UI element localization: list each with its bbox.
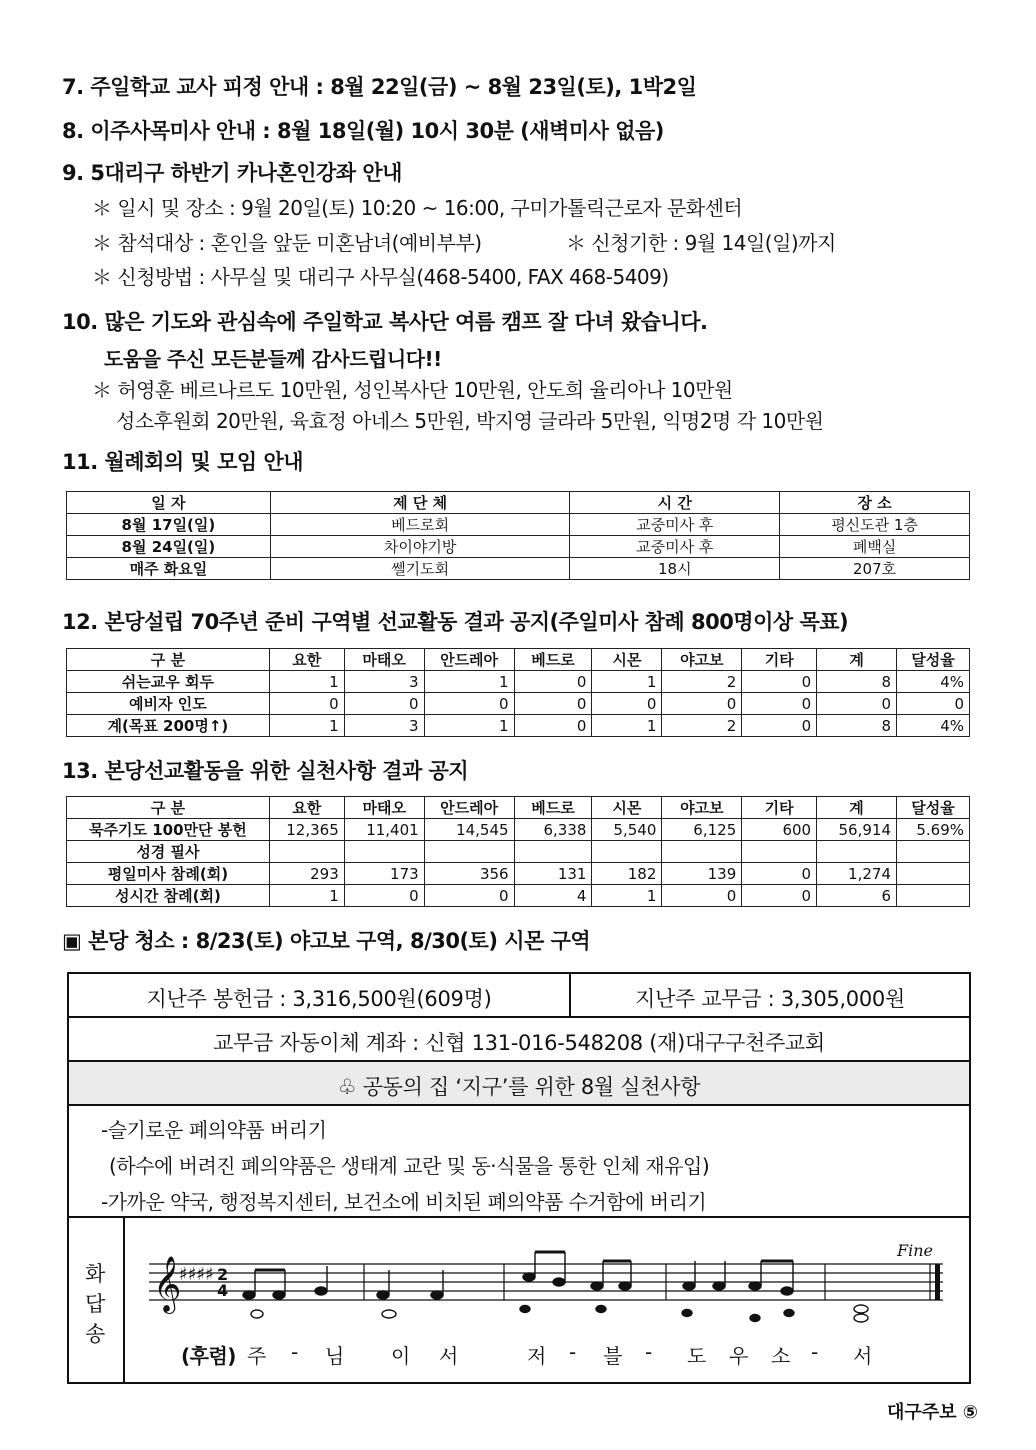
table-cell: 매주 화요일	[67, 558, 271, 580]
header-cell: 시몬	[592, 797, 662, 819]
table-cell: 8월 17일(일)	[67, 514, 271, 536]
table-cell: 356	[424, 863, 514, 885]
table-cell: 4%	[897, 715, 970, 737]
practice-table	[66, 796, 970, 907]
treble-clef-icon: 𝄞	[153, 1256, 182, 1312]
item-10-line-2: 성소후원회 20만원, 육효정 아네스 5만원, 박지영 글라라 5만원, 익명2명 각 10만원	[116, 409, 824, 433]
refrain-label: (후렴)	[181, 1344, 236, 1368]
cleaning-notice: ▣ 본당 청소 : 8/23(토) 야고보 구역, 8/30(토) 시몬 구역	[62, 929, 591, 953]
table-cell	[662, 841, 742, 863]
header-cell: 구 분	[67, 649, 270, 671]
practice-title-row	[69, 1062, 969, 1106]
offering-text: 지난주 봉헌금 : 3,316,500원(609명)	[146, 987, 492, 1011]
table-cell: 1	[424, 715, 514, 737]
item-10-line-1: ＊ 허영훈 베르나르도 10만원, 성인복사단 10만원, 안도희 율리아나 10만원	[92, 378, 733, 402]
table-cell: 1	[269, 671, 344, 693]
svg-text:2: 2	[217, 1265, 229, 1284]
table-cell: 8월 24일(일)	[67, 536, 271, 558]
item-9-line-2a: ＊ 참석대상 : 혼인을 앞둔 미혼남녀(예비부부)	[92, 231, 482, 255]
table-cell: 182	[592, 863, 662, 885]
table-cell: 0	[742, 885, 817, 907]
account-text: 교무금 자동이체 계좌 : 신협 131-016-548208 (재)대구구천주교회	[213, 1031, 825, 1055]
table-row	[67, 536, 970, 558]
header-cell: 구 분	[67, 797, 270, 819]
table-cell: 1	[269, 715, 344, 737]
table-cell: 6,338	[514, 819, 592, 841]
table-cell: 0	[897, 693, 970, 715]
table-cell: 0	[269, 693, 344, 715]
table-header-row	[67, 492, 970, 514]
table-cell	[269, 841, 344, 863]
table-cell: 0	[817, 693, 897, 715]
table-cell: 교중미사 후	[570, 514, 780, 536]
table-row	[67, 671, 970, 693]
table-header-row	[67, 649, 970, 671]
practice-line-3: -가까운 약국, 행정복지센터, 보건소에 비치된 폐의약품 수거함에 버리기	[101, 1190, 707, 1214]
table-cell: 폐백실	[780, 536, 970, 558]
psalm-section	[69, 1218, 969, 1382]
header-cell: 기타	[742, 797, 817, 819]
table-cell	[424, 841, 514, 863]
header-cell: 시 간	[570, 492, 780, 514]
table-cell: 0	[742, 715, 817, 737]
table-cell: 3	[344, 715, 424, 737]
item-12-title: 12. 본당설립 70주년 준비 구역별 선교활동 결과 공지(주일미사 참례 800명이상 목표)	[62, 610, 849, 634]
lyric-syllable: -	[569, 1340, 577, 1364]
psalm-label-1: 화	[85, 1262, 105, 1286]
table-cell: 8	[817, 671, 897, 693]
item-9-line-2b: ＊ 신청기한 : 9월 14일(일)까지	[566, 231, 836, 255]
lyric-syllable: 이	[391, 1344, 411, 1368]
table-cell: 베드로회	[270, 514, 570, 536]
page-footer: 대구주보 ⑤	[886, 1402, 978, 1423]
header-cell: 일 자	[67, 492, 271, 514]
table-cell: 4	[514, 885, 592, 907]
table-cell: 5.69%	[897, 819, 970, 841]
table-cell	[592, 841, 662, 863]
header-cell: 안드레아	[424, 797, 514, 819]
table-row	[67, 885, 970, 907]
item-7: 7. 주일학교 교사 피정 안내 : 8월 22일(금) ~ 8월 23일(토), 1박2일	[62, 75, 697, 99]
item-10-thanks: 도움을 주신 모든분들께 감사드립니다!!	[104, 347, 442, 371]
practice-body	[69, 1106, 969, 1218]
table-cell: 6,125	[662, 819, 742, 841]
table-cell: 207호	[780, 558, 970, 580]
table-cell: 0	[424, 693, 514, 715]
table-row	[67, 693, 970, 715]
table-cell: 173	[344, 863, 424, 885]
header-cell: 마태오	[344, 797, 424, 819]
header-cell: 장 소	[780, 492, 970, 514]
table-cell: 0	[662, 885, 742, 907]
table-cell: 0	[662, 693, 742, 715]
item-13-title: 13. 본당선교활동을 위한 실천사항 결과 공지	[62, 759, 469, 783]
table-cell: 56,914	[817, 819, 897, 841]
table-cell: 평신도관 1층	[780, 514, 970, 536]
table-cell: 1	[424, 671, 514, 693]
table-cell: 11,401	[344, 819, 424, 841]
svg-text:4: 4	[217, 1281, 229, 1300]
table-row	[67, 558, 970, 580]
lyric-syllable: -	[645, 1340, 653, 1364]
header-cell: 안드레아	[424, 649, 514, 671]
table-row	[67, 514, 970, 536]
practice-line-2: (하수에 버려진 폐의약품은 생태계 교란 및 동·식물을 통한 인체 재유입)	[109, 1154, 710, 1178]
lyric-syllable: 블	[603, 1344, 623, 1368]
key-signature-icon: ♯♯♯♯	[179, 1264, 214, 1285]
item-8: 8. 이주사목미사 안내 : 8월 18일(월) 10시 30분 (새벽미사 없음)	[62, 119, 664, 143]
header-cell: 베드로	[514, 797, 592, 819]
offering-row	[69, 974, 969, 1018]
item-9-line-3: ＊ 신청방법 : 사무실 및 대리구 사무실(468-5400, FAX 468-5409)	[92, 265, 669, 289]
table-cell: 평일미사 참례(회)	[67, 863, 270, 885]
item-10-title: 10. 많은 기도와 관심속에 주일학교 복사단 여름 캠프 잘 다녀 왔습니다.	[62, 310, 708, 334]
table-cell: 0	[514, 671, 592, 693]
item-11-title: 11. 월례회의 및 모임 안내	[62, 450, 304, 474]
lyric-syllable: 님	[325, 1344, 345, 1368]
table-cell: 1	[592, 671, 662, 693]
table-cell: 1	[592, 885, 662, 907]
practice-title: ♧ 공동의 집 ‘지구’를 위한 8월 실천사항	[337, 1075, 701, 1099]
table-cell: 14,545	[424, 819, 514, 841]
header-cell: 야고보	[662, 797, 742, 819]
table-cell: 0	[742, 863, 817, 885]
meeting-table	[66, 491, 970, 580]
lyric-syllable: -	[291, 1340, 299, 1364]
table-cell: 성시간 참례(회)	[67, 885, 270, 907]
table-cell: 0	[514, 693, 592, 715]
table-cell: 0	[424, 885, 514, 907]
lyric-syllable: 소	[771, 1344, 791, 1368]
table-cell: 18시	[570, 558, 780, 580]
table-cell: 1,274	[817, 863, 897, 885]
table-cell: 쉬는교우 회두	[67, 671, 270, 693]
table-cell: 6	[817, 885, 897, 907]
table-cell: 0	[592, 693, 662, 715]
table-cell: 예비자 인도	[67, 693, 270, 715]
table-cell: 쎌기도회	[270, 558, 570, 580]
practice-line-1: -슬기로운 폐의약품 버리기	[101, 1118, 327, 1142]
mission-table	[66, 648, 970, 737]
table-cell: 차이야기방	[270, 536, 570, 558]
header-cell: 계	[817, 797, 897, 819]
table-cell	[742, 841, 817, 863]
lyric-syllable: 서	[853, 1344, 873, 1368]
table-cell: 계(목표 200명↑)	[67, 715, 270, 737]
header-cell: 야고보	[662, 649, 742, 671]
table-cell: 0	[344, 885, 424, 907]
table-cell: 2	[662, 715, 742, 737]
table-cell: 131	[514, 863, 592, 885]
lyric-syllable: 주	[247, 1344, 267, 1368]
table-cell	[817, 841, 897, 863]
lyric-syllable: 서	[439, 1344, 459, 1368]
table-cell: 4%	[897, 671, 970, 693]
psalm-label-3: 송	[85, 1322, 105, 1346]
table-cell: 0	[344, 693, 424, 715]
lyric-syllable: 저	[527, 1344, 547, 1368]
table-cell: 1	[592, 715, 662, 737]
dues-text: 지난주 교무금 : 3,305,000원	[635, 987, 905, 1011]
lyrics	[69, 1340, 969, 1370]
table-cell: 1	[269, 885, 344, 907]
table-row	[67, 841, 970, 863]
header-cell: 계	[817, 649, 897, 671]
table-cell	[897, 885, 970, 907]
fine-mark: Fine	[897, 1241, 933, 1260]
table-cell: 600	[742, 819, 817, 841]
table-cell: 8	[817, 715, 897, 737]
table-cell: 3	[344, 671, 424, 693]
header-cell: 달성율	[897, 797, 970, 819]
table-cell: 139	[662, 863, 742, 885]
table-cell: 0	[742, 693, 817, 715]
header-cell: 달성율	[897, 649, 970, 671]
table-cell: 묵주기도 100만단 봉헌	[67, 819, 270, 841]
item-9-title: 9. 5대리구 하반기 카나혼인강좌 안내	[62, 161, 402, 185]
table-cell: 0	[742, 671, 817, 693]
header-cell: 베드로	[514, 649, 592, 671]
item-9-line-1: ＊ 일시 및 장소 : 9월 20일(토) 10:20 ~ 16:00, 구미가톨릭근로자 문화센터	[92, 196, 743, 220]
header-cell: 기타	[742, 649, 817, 671]
header-cell: 제 단 체	[270, 492, 570, 514]
table-cell	[514, 841, 592, 863]
header-cell: 시몬	[592, 649, 662, 671]
header-cell: 요한	[269, 797, 344, 819]
table-cell: 성경 필사	[67, 841, 270, 863]
table-cell	[897, 841, 970, 863]
account-row	[69, 1018, 969, 1062]
table-cell	[897, 863, 970, 885]
lyric-syllable: 도	[687, 1344, 707, 1368]
table-cell: 293	[269, 863, 344, 885]
info-box	[67, 972, 971, 1384]
table-cell: 교중미사 후	[570, 536, 780, 558]
lyric-syllable: 우	[729, 1344, 749, 1368]
table-row	[67, 819, 970, 841]
table-header-row	[67, 797, 970, 819]
header-cell: 요한	[269, 649, 344, 671]
psalm-label-2: 답	[85, 1292, 105, 1316]
table-cell: 5,540	[592, 819, 662, 841]
table-row	[67, 715, 970, 737]
table-cell: 0	[514, 715, 592, 737]
table-cell: 2	[662, 671, 742, 693]
table-cell: 12,365	[269, 819, 344, 841]
lyric-syllable: -	[811, 1340, 819, 1364]
table-row	[67, 863, 970, 885]
table-cell	[344, 841, 424, 863]
header-cell: 마태오	[344, 649, 424, 671]
